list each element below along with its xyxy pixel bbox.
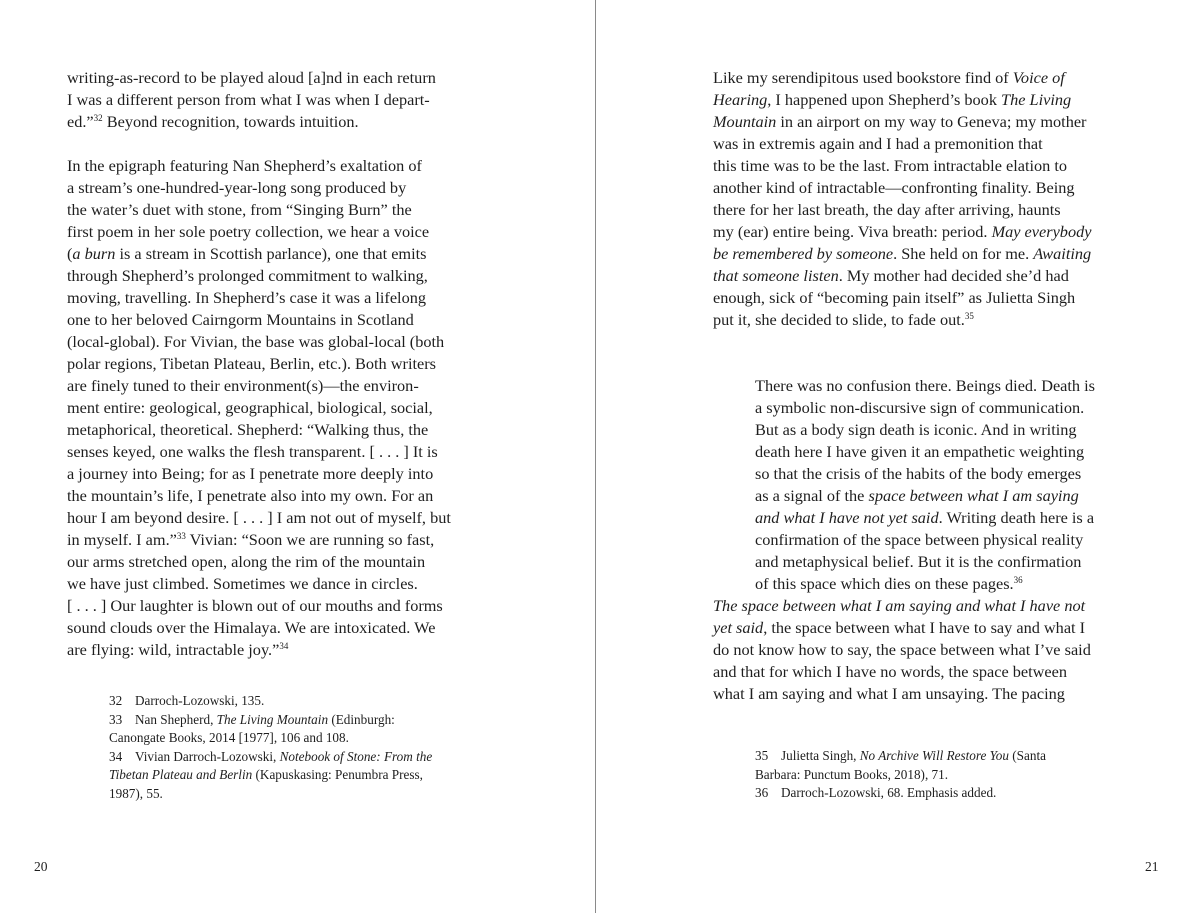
text-line xyxy=(713,683,1091,705)
text-line xyxy=(713,155,1091,177)
text-line xyxy=(755,485,1095,507)
text-line xyxy=(755,551,1095,573)
text-run: [ . . . ] Our laughter is blown out of our mouths and forms xyxy=(67,596,443,615)
italic-text: Hearing xyxy=(713,90,768,109)
text-line xyxy=(67,67,436,89)
text-run: Nan Shepherd, xyxy=(135,711,217,727)
text-line xyxy=(67,89,436,111)
right-paragraph-1 xyxy=(713,67,1091,331)
text-run: In the epigraph featuring Nan Shepherd’s exaltation of xyxy=(67,156,422,175)
italic-text: a burn xyxy=(72,244,116,263)
text-line xyxy=(755,766,1046,785)
text-line xyxy=(67,639,451,661)
text-line xyxy=(755,441,1095,463)
text-run: ( xyxy=(67,244,73,263)
left-paragraph-1 xyxy=(67,67,436,133)
text-run: do not know how to say, the space between what I’ve said xyxy=(713,640,1091,659)
text-run: ment entire: geological, geographical, biological, social, xyxy=(67,398,433,417)
footnote-number: 36 xyxy=(755,785,769,800)
text-run: and that for which I have no words, the space between xyxy=(713,662,1067,681)
text-line xyxy=(713,287,1091,309)
text-run: ed.” xyxy=(67,112,94,131)
text-run: put it, she decided to slide, to fade out. xyxy=(713,310,965,329)
text-run: we have just climbed. Sometimes we dance in circles. xyxy=(67,574,418,593)
text-line xyxy=(67,353,451,375)
footnote-reference: 36 xyxy=(1013,575,1023,585)
text-run: death here I have given it an empathetic weighting xyxy=(755,442,1085,461)
text-run: hour I am beyond desire. [ . . . ] I am not out of myself, but xyxy=(67,508,451,527)
italic-text: The Living Mountain xyxy=(216,711,329,727)
text-line xyxy=(713,595,1091,617)
italic-text: be remembered by someone xyxy=(713,244,894,263)
text-line xyxy=(713,243,1091,265)
text-run: of this space which dies on these pages. xyxy=(755,574,1014,593)
text-line xyxy=(755,784,1046,803)
left-paragraph-2 xyxy=(67,155,451,661)
text-line xyxy=(67,595,451,617)
text-line xyxy=(67,221,451,243)
text-run: in myself. I am.” xyxy=(67,530,177,549)
footnote-number: 32 xyxy=(109,693,123,708)
italic-text: Awaiting xyxy=(1033,244,1092,263)
right-paragraph-2 xyxy=(713,595,1091,705)
text-line xyxy=(67,199,451,221)
text-line xyxy=(713,265,1091,287)
right-footnotes xyxy=(755,747,1046,803)
text-run: a symbolic non-discursive sign of communication. xyxy=(755,398,1085,417)
text-run: , I happened upon Shepherd’s book xyxy=(767,90,1002,109)
footnote-number: 33 xyxy=(109,711,123,727)
text-line xyxy=(713,177,1091,199)
text-run: are finely tuned to their environment(s)—the environ- xyxy=(67,376,419,395)
text-line xyxy=(755,463,1095,485)
text-run: Vivian: “Soon we are running so fast, xyxy=(185,530,435,549)
text-line xyxy=(755,747,1046,766)
italic-text: Mountain xyxy=(713,112,777,131)
italic-text: May everybody xyxy=(991,222,1092,241)
page-gutter-divider xyxy=(595,0,596,913)
text-line xyxy=(67,287,451,309)
text-run: Vivian Darroch-Lozowski, xyxy=(135,748,280,764)
footnote-number: 34 xyxy=(109,748,123,764)
text-run: confirmation of the space between physical reality xyxy=(755,530,1084,549)
text-line xyxy=(67,507,451,529)
text-line xyxy=(713,111,1091,133)
text-run: writing-as-record to be played aloud [a]nd in each return xyxy=(67,68,436,87)
text-line xyxy=(67,111,436,133)
text-run: there for her last breath, the day after arriving, haunts xyxy=(713,200,1061,219)
text-line xyxy=(713,221,1091,243)
text-line xyxy=(755,419,1095,441)
text-run: senses keyed, one walks the flesh transparent. [ . . . ] It is xyxy=(67,442,438,461)
text-line xyxy=(109,785,432,804)
footnote-reference: 35 xyxy=(964,311,974,321)
left-footnotes xyxy=(109,692,432,803)
text-run: (Santa xyxy=(1008,748,1046,763)
italic-text: and what I have not yet said xyxy=(755,508,939,527)
text-run: I was a different person from what I was when I depart- xyxy=(67,90,430,109)
text-line xyxy=(109,692,432,711)
text-run: Canongate Books, 2014 [1977], 106 and 108. xyxy=(109,730,349,745)
text-run: through Shepherd’s prolonged commitment to walking, xyxy=(67,266,428,285)
text-run: this time was to be the last. From intractable elation to xyxy=(713,156,1068,175)
italic-text: Notebook of Stone: From the xyxy=(279,748,433,764)
footnote-number: 35 xyxy=(755,748,769,763)
text-run: was in extremis again and I had a premonition that xyxy=(713,134,1043,153)
text-line xyxy=(713,309,1091,331)
text-run: in an airport on my way to Geneva; my mother xyxy=(776,112,1087,131)
text-run: my (ear) entire being. Viva breath: period. xyxy=(713,222,992,241)
italic-text: Voice of xyxy=(1012,68,1065,87)
text-line xyxy=(109,766,432,785)
text-run: another kind of intractable—confronting finality. Being xyxy=(713,178,1075,197)
text-run: (Kapuskasing: Penumbra Press, xyxy=(252,767,423,782)
text-run: (local-global). For Vivian, the base was global-local (both xyxy=(67,332,445,351)
text-run: But as a body sign death is iconic. And in writing xyxy=(755,420,1077,439)
text-line xyxy=(109,729,432,748)
text-line xyxy=(67,485,451,507)
text-line xyxy=(67,419,451,441)
footnote-reference: 32 xyxy=(93,113,103,123)
text-line xyxy=(67,573,451,595)
text-run: There was no confusion there. Beings died. Death is xyxy=(755,376,1096,395)
text-run: sound clouds over the Himalaya. We are intoxicated. We xyxy=(67,618,436,637)
text-run: Julietta Singh, xyxy=(781,748,860,763)
text-run: Darroch-Lozowski, 135. xyxy=(135,693,265,708)
text-line xyxy=(755,375,1095,397)
text-line xyxy=(713,133,1091,155)
text-line xyxy=(67,177,451,199)
footnote-reference: 34 xyxy=(279,641,289,651)
text-run: Beyond recognition, towards intuition. xyxy=(102,112,359,131)
text-run: metaphorical, theoretical. Shepherd: “Walking thus, the xyxy=(67,420,429,439)
italic-text: yet said xyxy=(713,618,764,637)
text-line xyxy=(67,155,451,177)
italic-text: The Living xyxy=(1001,90,1072,109)
text-line xyxy=(755,397,1095,419)
text-run: Barbara: Punctum Books, 2018), 71. xyxy=(755,766,949,782)
text-line xyxy=(67,463,451,485)
text-run: a journey into Being; for as I penetrate more deeply into xyxy=(67,464,434,483)
text-run: our arms stretched open, along the rim of the mountain xyxy=(67,552,426,571)
text-run: Darroch-Lozowski, 68. Emphasis added. xyxy=(781,785,997,800)
text-run: what I am saying and what I am unsaying. The pacing xyxy=(713,684,1065,703)
text-run: . My mother had decided she’d had xyxy=(838,266,1069,285)
text-run: the water’s duet with stone, from “Singing Burn” the xyxy=(67,200,412,219)
text-line xyxy=(67,551,451,573)
text-run: . She held on for me. xyxy=(893,244,1034,263)
text-line xyxy=(755,573,1095,595)
text-run: first poem in her sole poetry collection, we hear a voice xyxy=(67,222,430,241)
text-run: (Edinburgh: xyxy=(328,711,395,727)
text-line xyxy=(67,617,451,639)
footnote-reference: 33 xyxy=(176,531,186,541)
text-line xyxy=(755,507,1095,529)
text-run: polar regions, Tibetan Plateau, Berlin, etc.). Both writers xyxy=(67,354,436,373)
text-run: , the space between what I have to say and what I xyxy=(763,618,1086,637)
text-line xyxy=(713,89,1091,111)
text-run: Like my serendipitous used bookstore find of xyxy=(713,68,1013,87)
text-line xyxy=(713,639,1091,661)
text-run: the mountain’s life, I penetrate also into my own. For an xyxy=(67,486,434,505)
text-run: one to her beloved Cairngorm Mountains in Scotland xyxy=(67,310,414,329)
text-line xyxy=(109,711,432,730)
text-run: so that the crisis of the habits of the body emerges xyxy=(755,464,1082,483)
text-line xyxy=(109,748,432,767)
block-quote xyxy=(755,375,1095,595)
page-number-right: 21 xyxy=(1145,859,1159,874)
text-line xyxy=(713,67,1091,89)
text-line xyxy=(67,265,451,287)
text-run: is a stream in Scottish parlance), one that emits xyxy=(115,244,427,263)
text-line xyxy=(713,199,1091,221)
text-run: . Writing death here is a xyxy=(938,508,1095,527)
text-line xyxy=(67,441,451,463)
italic-text: The space between what I am saying and what I have not xyxy=(713,596,1086,615)
italic-text: No Archive Will Restore You xyxy=(859,748,1009,763)
text-run: 1987), 55. xyxy=(109,785,163,801)
text-line xyxy=(67,529,451,551)
text-run: a stream’s one-hundred-year-long song produced by xyxy=(67,178,407,197)
text-run: enough, sick of “becoming pain itself” as Julietta Singh xyxy=(713,288,1076,307)
text-line xyxy=(713,661,1091,683)
text-line xyxy=(67,375,451,397)
italic-text: Tibetan Plateau and Berlin xyxy=(109,767,253,782)
text-run: moving, travelling. In Shepherd’s case it was a lifelong xyxy=(67,288,427,307)
text-line xyxy=(713,617,1091,639)
page-number-left: 20 xyxy=(34,859,48,874)
text-line xyxy=(755,529,1095,551)
italic-text: space between what I am saying xyxy=(868,486,1079,505)
text-run: and metaphysical belief. But it is the confirmation xyxy=(755,552,1082,571)
text-line xyxy=(67,309,451,331)
text-line xyxy=(67,331,451,353)
text-line xyxy=(67,243,451,265)
text-run: as a signal of the xyxy=(755,486,869,505)
italic-text: that someone listen xyxy=(713,266,839,285)
text-line xyxy=(67,397,451,419)
text-run: are flying: wild, intractable joy.” xyxy=(67,640,280,659)
